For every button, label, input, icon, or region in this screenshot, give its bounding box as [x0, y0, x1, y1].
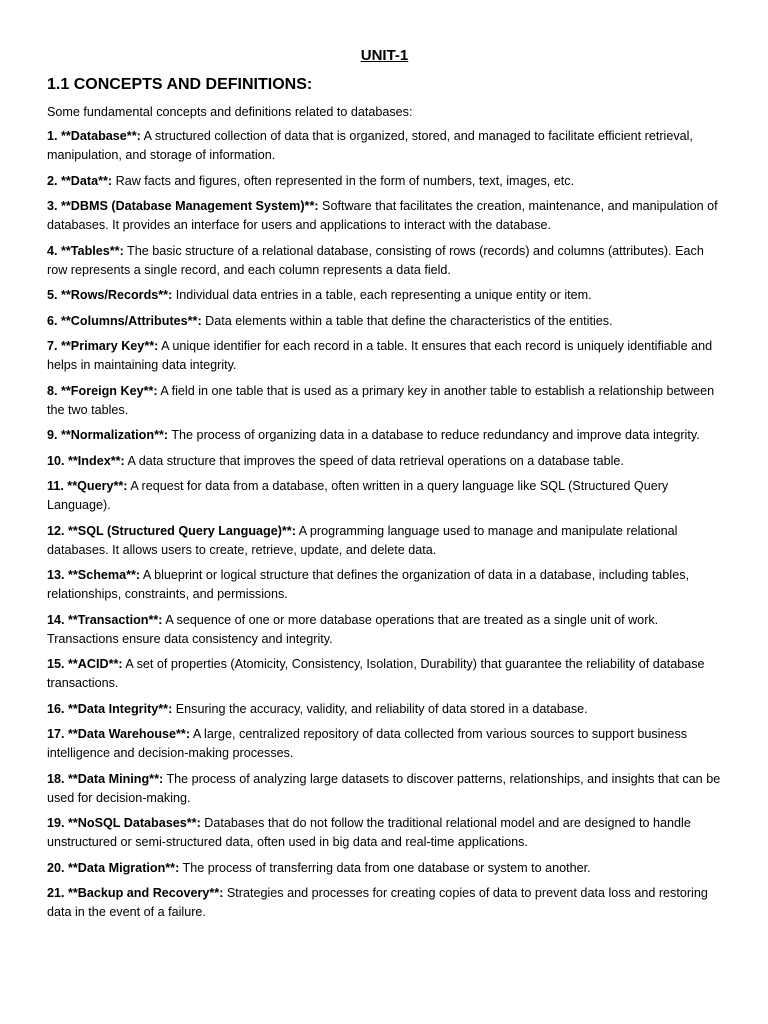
definition-text: A field in one table that is used as a primary key in another table to establish a relationship between the two tables.: [47, 383, 715, 417]
definition-term: 14. **Transaction**:: [47, 612, 163, 627]
definition-text: A sequence of one or more database operations that are treated as a single unit of work. Transactions ensure data consistency and integrity.: [47, 612, 659, 646]
definition-term: 13. **Schema**:: [47, 568, 141, 582]
definition-term: 17. **Data Warehouse**:: [47, 727, 191, 741]
definition-item: [47, 242, 722, 280]
definition-term: 7. **Primary Key**:: [47, 339, 159, 353]
definition-text: Individual data entries in a table, each representing a unique entity or item.: [175, 288, 592, 302]
definition-item: [47, 522, 722, 560]
unit-title: UNIT-1: [360, 47, 409, 64]
definition-list: [47, 127, 722, 922]
definition-item: [47, 426, 722, 445]
definition-term: 21. **Backup and Recovery**:: [47, 886, 224, 900]
definition-text: A structured collection of data that is organized, stored, and managed to facilitate efficient retrieval, manipulation, and storage of information.: [47, 129, 693, 162]
definition-term: 3. **DBMS (Database Management System)**:: [47, 199, 319, 213]
definition-item: [47, 725, 722, 763]
definition-term: 10. **Index**:: [47, 453, 125, 468]
definition-term: 9. **Normalization**:: [47, 428, 169, 442]
definition-term: 1. **Database**:: [47, 129, 141, 143]
definition-item: [47, 655, 722, 693]
definition-text: Software that facilitates the creation, maintenance, and manipulation of databases. It provides an interface for users and applications to interact with the database.: [47, 199, 718, 232]
definition-item: [47, 700, 722, 719]
definition-item: [47, 172, 722, 191]
definition-term: 2. **Data**:: [47, 173, 113, 188]
section-heading: 1.1 CONCEPTS AND DEFINITIONS:: [47, 76, 313, 93]
definition-item: [47, 286, 722, 305]
definition-term: 15. **ACID**:: [47, 657, 123, 671]
definition-term: 5. **Rows/Records**:: [47, 288, 173, 302]
definition-item: [47, 566, 722, 604]
definition-item: [47, 859, 722, 878]
definition-term: 18. **Data Mining**:: [47, 771, 164, 786]
definition-text: A data structure that improves the speed of data retrieval operations on a database table.: [127, 453, 624, 468]
definition-text: Strategies and processes for creating copies of data to prevent data loss and restoring data in the event of a failure.: [47, 886, 708, 919]
definition-item: [47, 884, 722, 922]
definition-item: [47, 312, 722, 331]
definition-text: Raw facts and figures, often represented in the form of numbers, text, images, etc.: [115, 173, 575, 188]
definition-item: [47, 197, 722, 235]
definition-text: The process of transferring data from one database or system to another.: [182, 860, 591, 875]
definition-text: The basic structure of a relational database, consisting of rows (records) and columns (attributes). Each row represents a single record, and each column represents a data field.: [47, 243, 704, 277]
definition-text: Databases that do not follow the traditional relational model and are designed to handle unstructured or semi-structured data, often used in big data and real-time applications.: [47, 816, 691, 849]
intro-text: Some fundamental concepts and definitions related to databases:: [47, 105, 413, 119]
definition-item: [47, 337, 722, 375]
definition-text: A programming language used to manage and manipulate relational databases. It allows users to create, retrieve, update, and delete data.: [47, 523, 678, 557]
definition-text: The process of organizing data in a database to reduce redundancy and improve data integrity.: [171, 428, 700, 442]
definition-term: 4. **Tables**:: [47, 243, 124, 258]
definition-text: A unique identifier for each record in a table. It ensures that each record is uniquely identifiable and helps in maintaining data integrity.: [47, 339, 713, 372]
definition-term: 6. **Columns/Attributes**:: [47, 313, 202, 328]
definition-term: 8. **Foreign Key**:: [47, 383, 158, 398]
definition-term: 11. **Query**:: [47, 479, 128, 493]
definition-text: A large, centralized repository of data collected from various sources to support business intelligence and decision-making processes.: [47, 727, 688, 760]
definition-text: A set of properties (Atomicity, Consistency, Isolation, Durability) that guarantee the reliability of database transactions.: [47, 657, 705, 690]
definition-text: The process of analyzing large datasets to discover patterns, relationships, and insights that can be used for decision-making.: [47, 771, 721, 805]
definition-text: A blueprint or logical structure that defines the organization of data in a database, including tables, relationships, constraints, and permissions.: [47, 568, 690, 601]
definition-item: [47, 452, 722, 471]
definition-item: [47, 611, 722, 649]
definition-item: [47, 477, 722, 515]
definition-text: Data elements within a table that define the characteristics of the entities.: [205, 313, 613, 328]
definition-text: Ensuring the accuracy, validity, and reliability of data stored in a database.: [175, 701, 588, 716]
definition-text: A request for data from a database, often written in a query language like SQL (Structured Query Language).: [47, 479, 669, 512]
definition-term: 19. **NoSQL Databases**:: [47, 816, 201, 830]
definition-term: 20. **Data Migration**:: [47, 860, 180, 875]
definition-item: [47, 127, 722, 165]
definition-item: [47, 814, 722, 852]
definition-term: 16. **Data Integrity**:: [47, 701, 173, 716]
definition-term: 12. **SQL (Structured Query Language)**:: [47, 523, 296, 538]
definition-item: [47, 770, 722, 808]
definition-item: [47, 382, 722, 420]
